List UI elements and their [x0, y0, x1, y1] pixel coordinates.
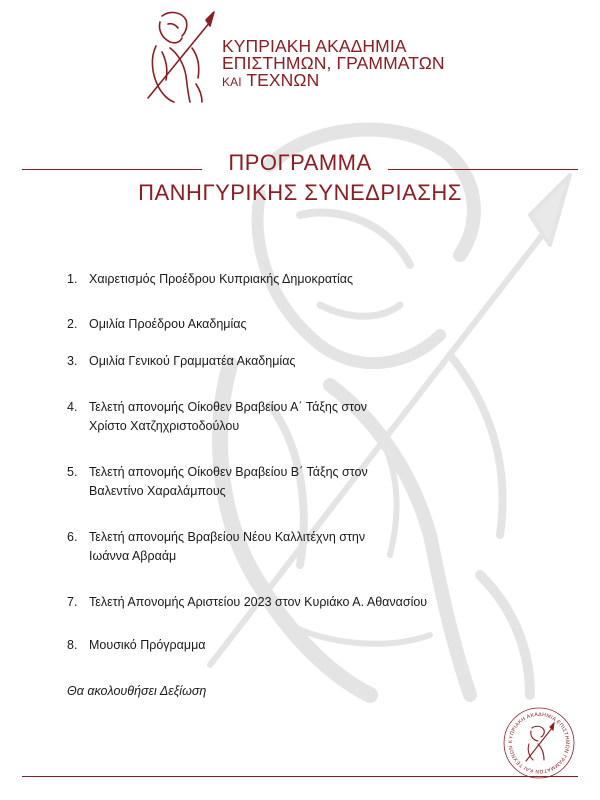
- item-number: 2.: [67, 317, 78, 331]
- program-title: [0, 148, 600, 208]
- academy-name-line3: [222, 72, 445, 91]
- item-text-line2: Βαλεντίνο Χαραλάμπους: [89, 484, 226, 498]
- academy-name-technon: ΤΕΧΝΩΝ: [246, 70, 320, 90]
- item-number: 6.: [67, 530, 78, 544]
- item-text: Τελετή απονομής Οίκοθεν Βραβείου Β΄ Τάξης στον: [89, 465, 368, 479]
- academy-name-line1: ΚΥΠΡΙΑΚΗ ΑΚΑΔΗΜΙΑ: [222, 36, 407, 56]
- academy-logo: [140, 8, 220, 104]
- title-rule-right: [388, 169, 578, 170]
- title-text-1: ΠΡΟΓΡΑΜΜΑ: [228, 150, 372, 175]
- item-text: Τελετή Απονομής Αριστείου 2023 στον Κυριάκο Α. Αθανασίου: [89, 595, 428, 609]
- bottom-rule: [22, 776, 578, 777]
- item-text-line2: Χρίστο Χατζηχριστοδούλου: [89, 419, 240, 433]
- title-line-1: [0, 148, 600, 178]
- item-text: Μουσικό Πρόγραμμα: [89, 638, 206, 652]
- reception-note: Θα ακολουθήσει Δεξίωση: [67, 684, 207, 698]
- item-number: 5.: [67, 465, 78, 479]
- item-text: Τελετή απονομής Οίκοθεν Βραβείου Α΄ Τάξης στον: [89, 400, 368, 414]
- title-rule-left: [22, 169, 202, 170]
- item-number: 7.: [67, 595, 78, 609]
- item-number: 4.: [67, 400, 78, 414]
- academy-name: [222, 38, 445, 91]
- item-number: 8.: [67, 638, 78, 652]
- item-text-line2: Ιωάννα Αβραάμ: [89, 549, 177, 563]
- item-text: Χαιρετισμός Προέδρου Κυπριακής Δημοκρατίας: [89, 272, 354, 286]
- seal-text: ΚΥΠΡΙΑΚΗ ΑΚΑΔΗΜΙΑ ΕΠΙΣΤΗΜΩΝ ΓΡΑΜΜΑΤΩΝ ΚΑΙ ΤΕΧΝΩΝ: [507, 711, 571, 775]
- academy-name-line2: ΕΠΙΣΤΗΜΩΝ, ΓΡΑΜΜΑΤΩΝ: [222, 53, 445, 73]
- item-text: Τελετή απονομής Βραβείου Νέου Καλλιτέχνη στην: [89, 530, 366, 544]
- item-text: Ομιλία Προέδρου Ακαδημίας: [89, 317, 247, 331]
- item-number: 3.: [67, 354, 78, 368]
- title-line-2: [0, 178, 600, 208]
- title-text-2: ΠΑΝΗΓΥΡΙΚΗΣ ΣΥΝΕΔΡΙΑΣΗΣ: [138, 180, 462, 205]
- svg-text:ΚΥΠΡΙΑΚΗ ΑΚΑΔΗΜΙΑ ΕΠΙΣΤΗΜΩΝ ΓΡ: [508, 712, 570, 774]
- item-text: Ομιλία Γενικού Γραμματέα Ακαδημίας: [89, 354, 296, 368]
- item-number: 1.: [67, 272, 78, 286]
- academy-name-kai: ΚΑΙ: [222, 75, 242, 89]
- academy-seal: [502, 706, 576, 780]
